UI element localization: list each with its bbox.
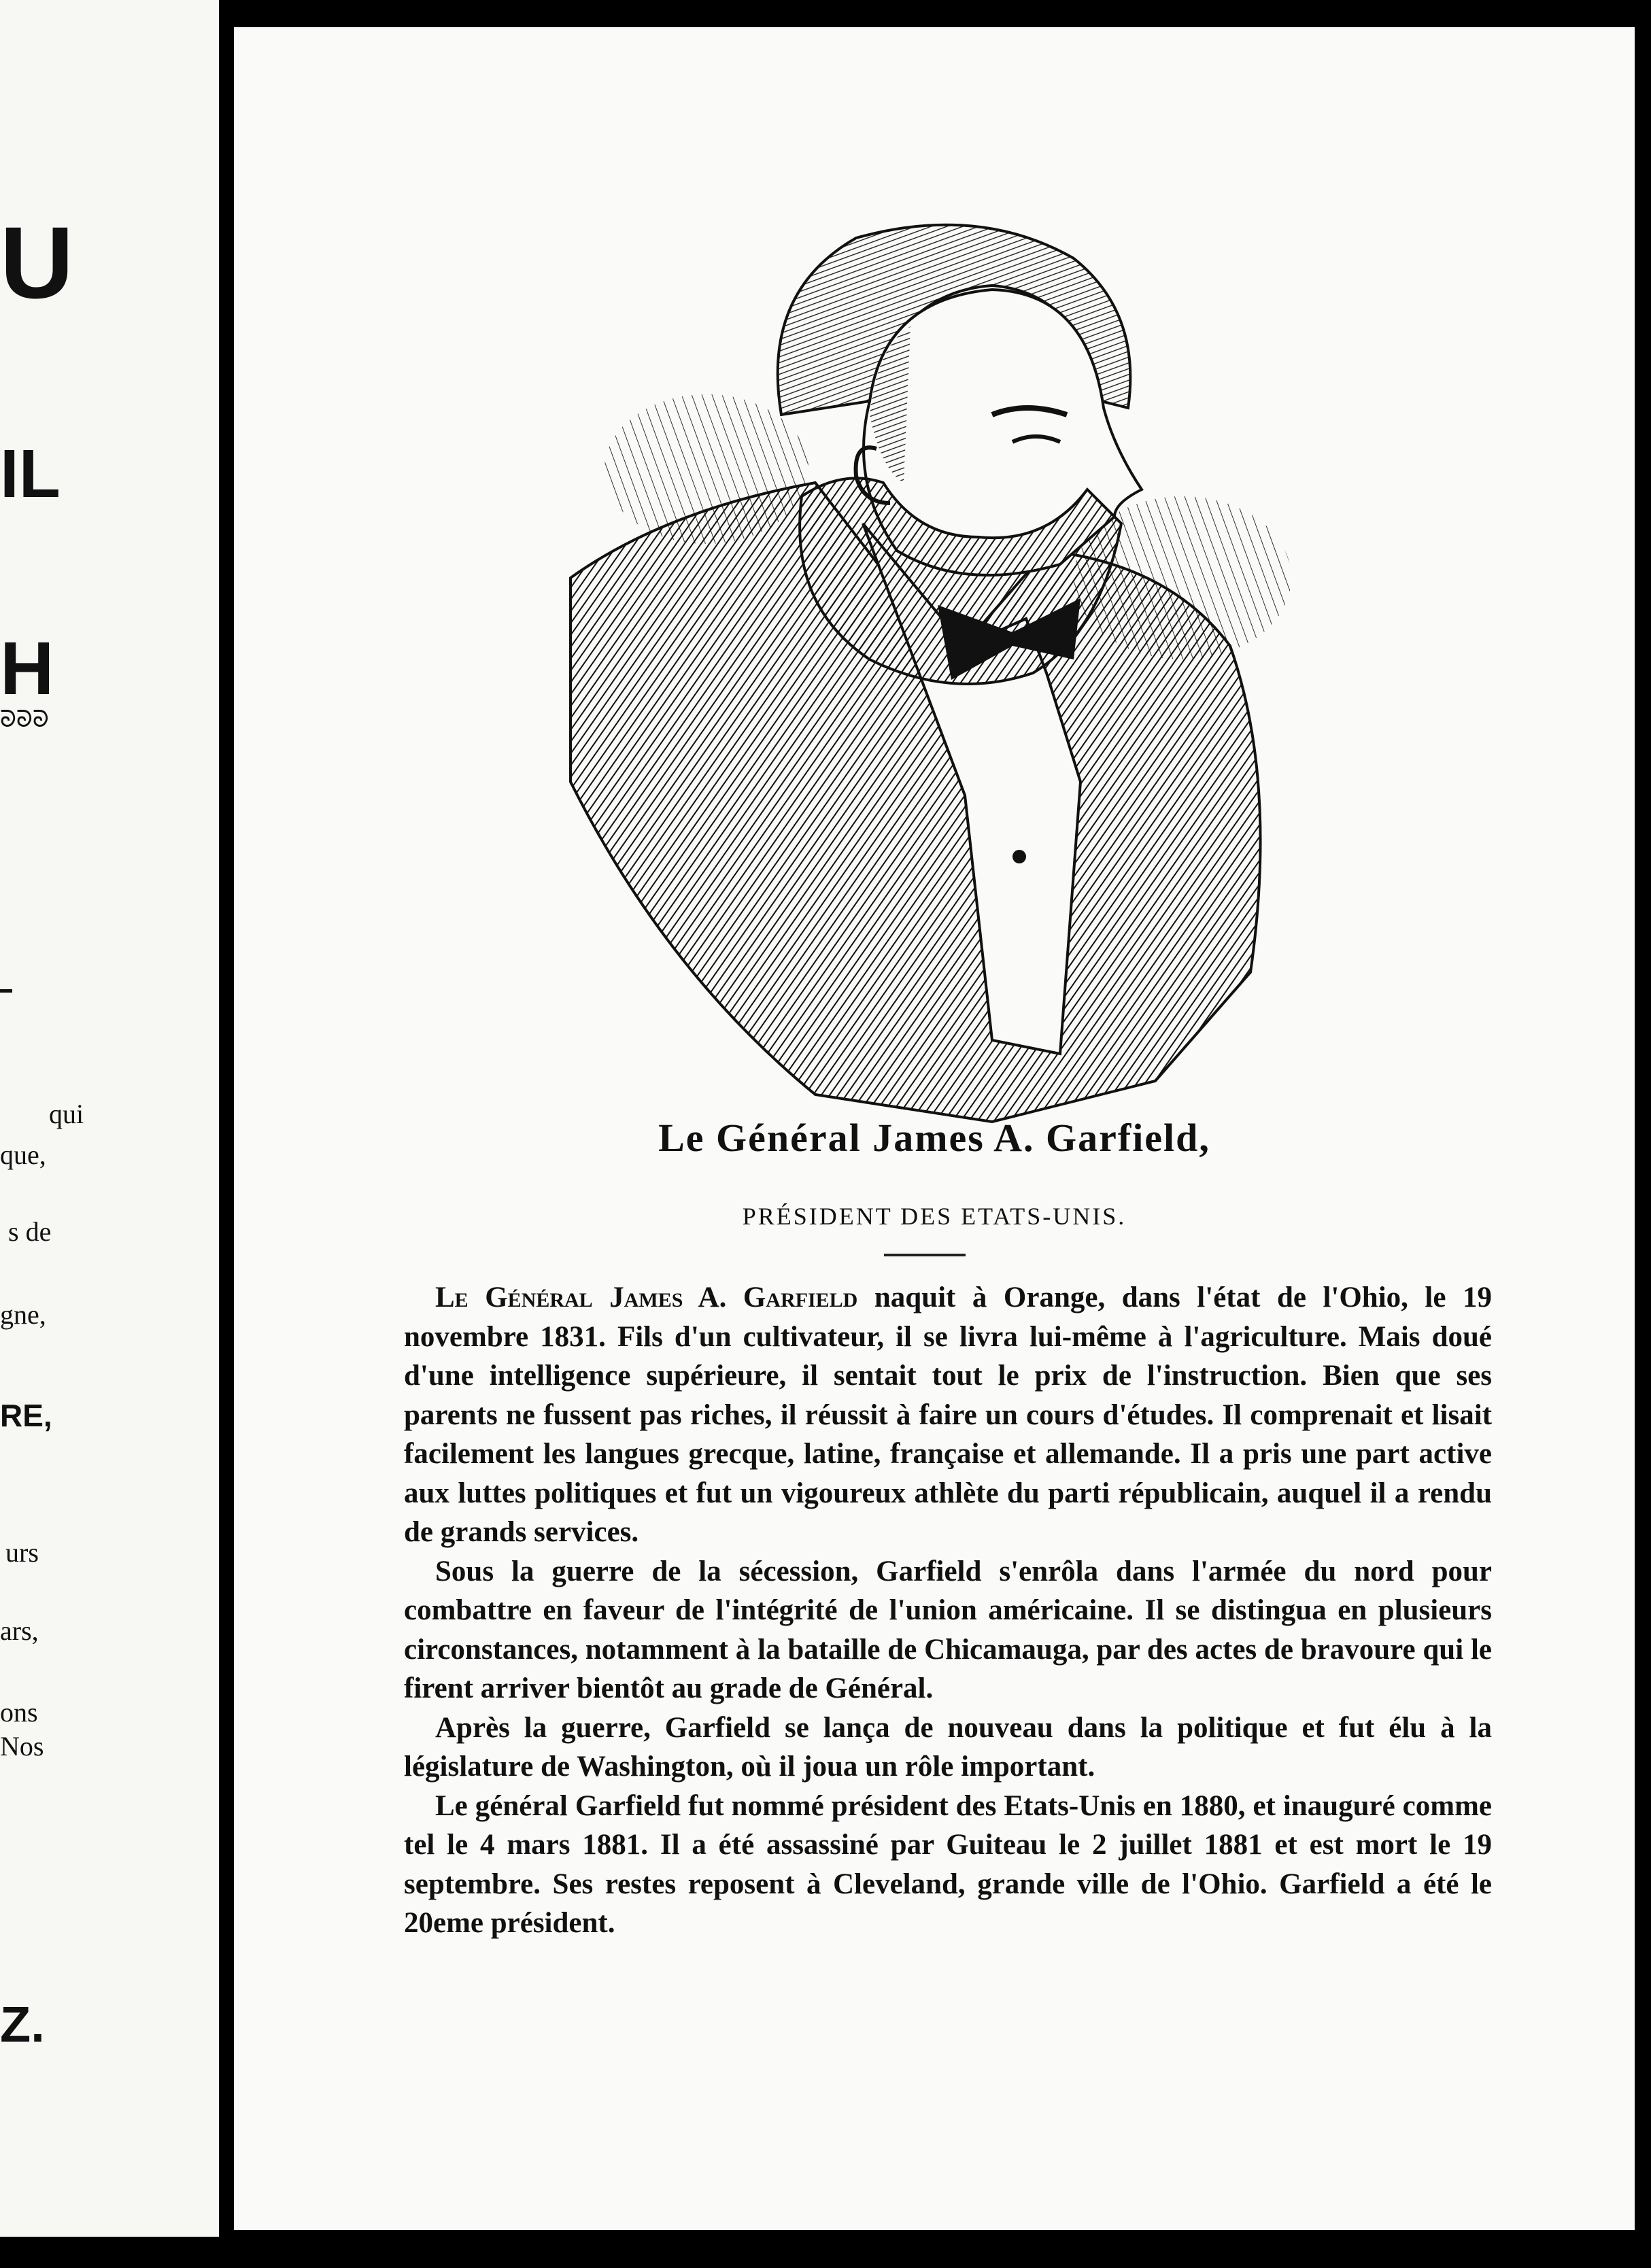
left-fragment-text: que, [0,1139,46,1170]
left-fragment-text: qui [49,1099,84,1129]
left-fragment-text: RE, [0,1398,52,1433]
left-fragment-text: Nos [0,1731,44,1762]
ornament-scroll: ᘐᘐᘐ [0,707,49,732]
article-subtitle: PRÉSIDENT DES ETATS-UNIS. [742,1203,1127,1230]
article-body [404,1278,1492,1943]
page-spine [219,0,234,2268]
left-fragment-text: ars, [0,1615,39,1646]
left-fragment-il: IL [0,436,61,512]
left-fragment-u: U [0,205,74,320]
intro-name: Le Général James A. Garfield [435,1282,858,1313]
left-fragment-text: gne, [0,1299,46,1330]
paragraph: Sous la guerre de la sécession, Garfield s'enrôla dans l'armée du nord pour combattre en faveur de l'intégrité de l'union américaine. Il se distingua en plusieurs circonstances, notamment à la bataille de Chicamauga, par des actes de bravoure qui le firent arriver bientôt au grade de Général. [404,1555,1492,1704]
left-page-fragment [0,0,219,2237]
paragraph [404,1278,1492,1552]
article-title: Le Général James A. Garfield, [658,1116,1210,1160]
left-fragment-text: s de [8,1216,52,1247]
portrait-engraving [543,211,1332,1142]
left-fragment-text: ons [0,1697,38,1728]
title-rule [884,1254,966,1256]
left-fragment-h: H [0,627,54,710]
left-rule [0,989,12,993]
paragraph-text: naquit à Orange, dans l'état de l'Ohio, le 19 novembre 1831. Fils d'un cultivateur, il se livra lui-même à l'agriculture. Mais doué d'une intelligence supérieure, il sentait tout le prix de l'instruction. Bien que ses parents ne fussent pas riches, il réussit à faire un cours d'études. Il comprenait et lisait facilement les langues grecque, latine, française et allemande. Il a pris une part active aux luttes politiques et fut un vigoureux athlète du parti républicain, auquel il a rendu de grands services. [404,1282,1492,1548]
paragraph: Le général Garfield fut nommé président des Etats-Unis en 1880, et inauguré comme tel le 4 mars 1881. Il a été assassiné par Guiteau le 2 juillet 1881 et est mort le 19 septembre. Ses restes reposent à Cleveland, grande ville de l'Ohio. Garfield a été le 20eme président. [404,1789,1492,1939]
paragraph: Après la guerre, Garfield se lança de nouveau dans la politique et fut élu à la législature de Washington, où il joua un rôle important. [404,1711,1492,1783]
left-fragment-z: Z. [0,1996,45,2052]
left-fragment-text: urs [5,1537,39,1568]
shirt-stud [1012,850,1026,863]
document-page [234,27,1635,2230]
